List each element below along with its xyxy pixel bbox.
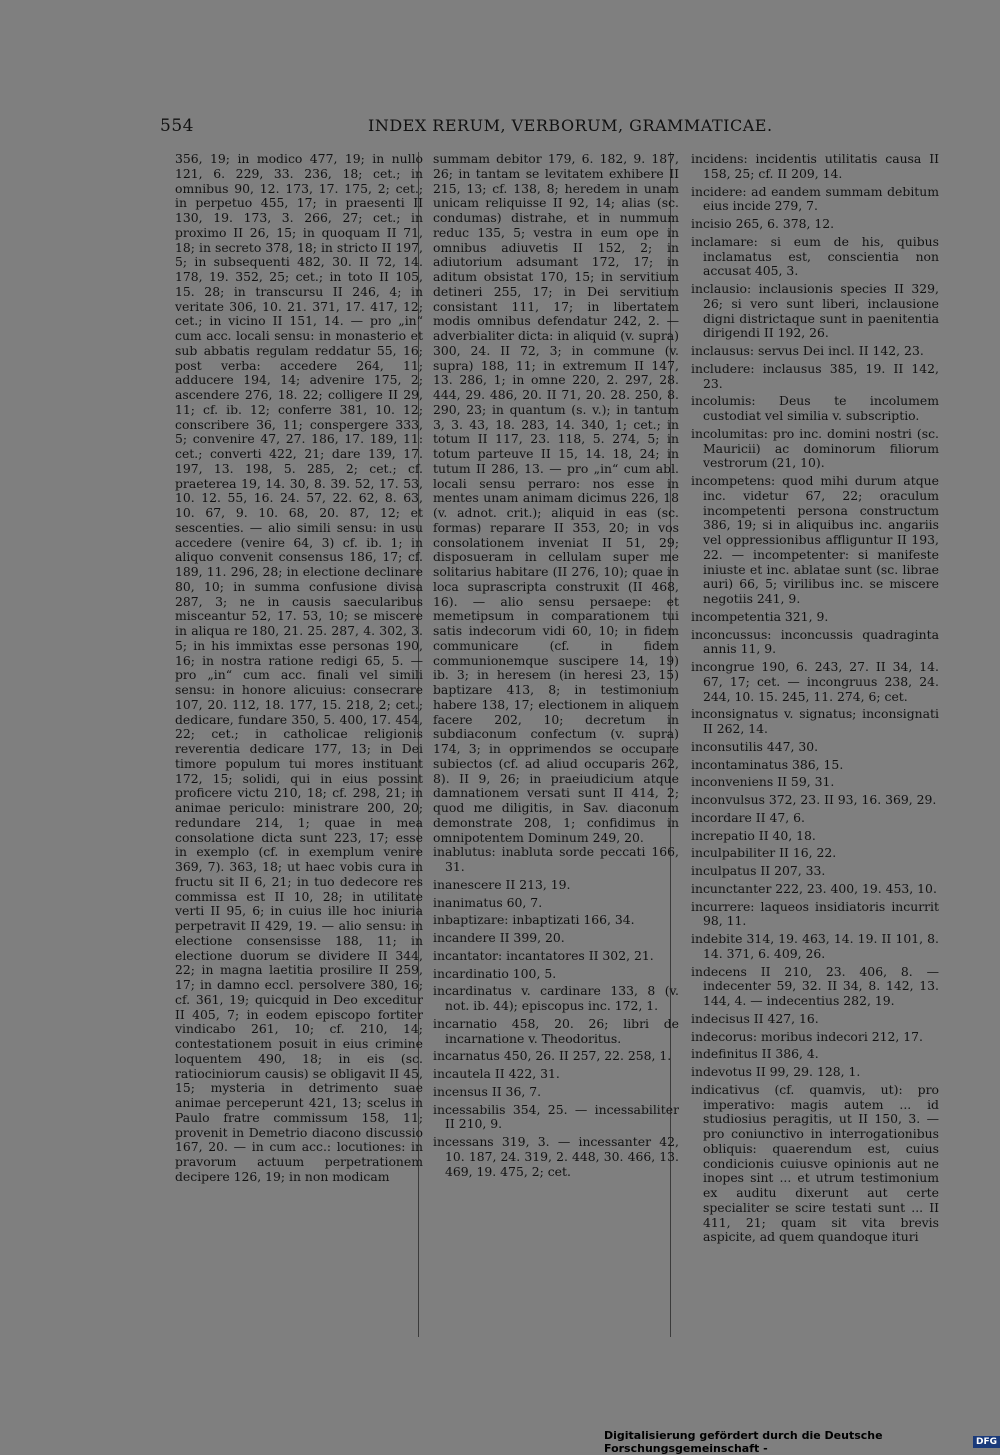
index-entry: incolumis: Deus te incolumem custodiat vel similia v. subscriptio. xyxy=(691,393,939,423)
index-entry: incautela II 422, 31. xyxy=(433,1066,560,1081)
index-entry: incongrue 190, 6. 243, 27. II 34, 14. 67, 17; cet. — incongruus 238, 24. 244, 10. 15. 245, 11. 274, 6; cet. xyxy=(691,659,939,704)
index-text: summam debitor 179, 6. 182, 9. 187, 26; in tantam se levitatem exhibere II 215, 13; cf. 138, 8; heredem in unam unicam reliquisse II 92, 14; alias (sc. condumas) distrahe, et in nummum reduc 135, 5; vestra in eum ope in omnibus adiuvetis II 152, 2; in adiutorium adsumant 172, 17; in aditum obsistat 170, 15; in servitium detineri 255, 17; in Dei servitium consistant 111, 17; in libertatem modis omnibus defendatur 242, 2. — adverbialiter dicta: in aliquid (v. supra) 300, 24. II 72, 3; in commune (v. supra) 188, 11; in extremum II 147, 13. 286, 1; in omne 220, 2. 297, 28. 444, 29. 486, 20. II 71, 20. 28. 250, 8. 290, 23; in quantum (s. v.); in tantum 3, 3. 43, 18. 283, 14. 340, 1; cet.; in totum II 117, 23. 118, 5. 274, 5; in totum parteuve II 15, 14. 18, 24; in tutum II 286, 13. — pro „in“ cum abl. locali sensu perraro: nos esse in mentes unam animam dicimus 226, 18 (v. adnot. crit.); aliquid in eas (sc. formas) reparare II 353, 20; in vos consolationem inveniat II 51, 29; disposueram in cellulam super me solitarius habitare (II 276, 10); quae in loca suprascripta construxit (II 468, 16). — alio sensu persaepe: et memetipsum in comparationem tui satis indecorum vidi 60, 10; in fidem communicare (cf. in fidem communionemque suscipere 14, 19) ib. 3; in heresem (in heresi 23, 15) baptizare 413, 8; in testimonium habere 138, 17; electionem in aliquem facere 202, 10; decretum in subdiaconum confectum (v. supra) 174, 3; in opprimendos se occupare subiectos (cf. ad aliud occuparis 262, 8). II 9, 26; in praeiudicium atque damnationem versati sunt II 414, 2; quod me diligitis, in Sav. diaconum demonstrate 208, 1; confidimus in omnipotentem Dominum 249, 20. xyxy=(433,152,679,845)
footer-text: Digitalisierung gefördert durch die Deutsche Forschungsgemeinschaft - xyxy=(604,1429,883,1455)
index-entry: inanimatus 60, 7. xyxy=(433,894,543,910)
index-entries xyxy=(691,152,939,1245)
page-number: 554 xyxy=(160,116,194,136)
index-entry: incessans 319, 3. — incessanter 42, 10. 187, 24. 319, 2. 448, 30. 466, 13. 469, 19. 475, 2; cet. xyxy=(433,1134,679,1179)
index-entry: indefinitus II 386, 4. xyxy=(691,1046,819,1062)
index-entry: indevotus II 99, 29. 128, 1. xyxy=(691,1064,861,1079)
index-entry: incarnatio 458, 20. 26; libri de incarnatione v. Theodoritus. xyxy=(433,1015,679,1046)
index-column-1 xyxy=(165,152,423,1337)
index-entry: inablutus: inabluta sorde peccati 166, 31. xyxy=(433,844,679,874)
index-entry: inculpatus II 207, 33. xyxy=(691,863,826,878)
index-entries xyxy=(433,845,679,1179)
index-entry: inconsignatus v. signatus; inconsignati II 262, 14. xyxy=(691,706,939,736)
index-entry: inconvulsus 372, 23. II 93, 16. 369, 29. xyxy=(691,792,937,807)
index-entry: incardinatus v. cardinare 133, 8 (v. not. ib. 44); episcopus inc. 172, 1. xyxy=(433,983,679,1013)
index-entry: inclamare: si eum de his, quibus inclamatus est, conscientia non accusat 405, 3. xyxy=(691,233,939,279)
index-entry: incarnatus 450, 26. II 257, 22. 258, 1. xyxy=(433,1048,672,1064)
index-entry: incompetentia 321, 9. xyxy=(691,608,829,624)
index-entry: incolumitas: pro inc. domini nostri (sc. Mauricii) ac dominorum filiorum vestrorum (21, 10). xyxy=(691,425,939,471)
index-entry: incessabilis 354, 25. — incessabiliter II 210, 9. xyxy=(433,1101,679,1132)
index-entry: incisio 265, 6. 378, 12. xyxy=(691,216,835,231)
index-entry: inclausio: inclausionis species II 329, 26; si vero sunt liberi, inclausione digni districtaque sunt in paenitentia dirigendi II 192, 26. xyxy=(691,281,939,341)
index-entry: inconsutilis 447, 30. xyxy=(691,738,819,754)
index-columns xyxy=(165,152,939,1337)
index-entry: inconveniens II 59, 31. xyxy=(691,774,835,790)
index-column-2 xyxy=(431,152,679,1337)
index-entry: incompetens: quod mihi durum atque inc. videtur 67, 22; oraculum incompetenti persona constructum 386, 19; si in aliquibus inc. angariis vel oppressionibus affliguntur II 193, 22. — incompetenter: si manifeste iniuste et inc. ablatae sunt (sc. librae auri) 66, 5; virilibus inc. se miscere negotiis 241, 9. xyxy=(691,473,939,606)
index-entry: incordare II 47, 6. xyxy=(691,809,805,825)
index-entry: inbaptizare: inbaptizati 166, 34. xyxy=(433,912,635,928)
index-entry: incantator: incantatores II 302, 21. xyxy=(433,947,654,963)
index-column-3 xyxy=(687,152,939,1337)
index-text: 356, 19; in modico 477, 19; in nullo 121, 6. 229, 33. 236, 18; cet.; in omnibus 90, 12. 173, 17. 175, 2; cet.; in perpetuo 455, 17; in praesenti II 130, 19. 173, 3. 266, 27; cet.; in proximo II 26, 15; in quoquam II 71, 18; in secreto 378, 18; in stricto II 197, 5; in subsequenti 482, 30. II 72, 14. 178, 19. 352, 25; cet.; in toto II 105, 15. 28; in transcursu II 246, 4; in veritate 306, 10. 21. 371, 17. 417, 12; cet.; in vicino II 151, 14. — pro „in“ cum acc. locali sensu: in monasterio et sub abbatis regulam reddatur 55, 16; post verba: accedere 264, 11; adducere 194, 14; advenire 175, 2; ascendere 276, 18. 22; colligere II 29, 11; cf. ib. 12; conferre 381, 10. 12; conscribere 36, 11; conspergere 333, 5; convenire 47, 27. 186, 17. 189, 11: cet.; converti 422, 21; dare 139, 17. 197, 13. 198, 5. 285, 2; cet.; cf. praeterea 19, 14. 30, 8. 39. 52, 17. 53, 10. 12. 55, 16. 24. 57, 22. 62, 8. 63, 10. 67, 9. 10. 68, 20. 87, 12; et sescenties. — alio simili sensu: in usu accedere (venire 64, 3) cf. ib. 1; in aliquo convenit consensus 186, 17; cf. 189, 11. 296, 28; in electione declinare 80, 10; in summa confusione divisa 287, 3; ne in causis saecularibus misceantur 52, 17. 53, 10; se miscere in aliqua re 180, 21. 25. 287, 4. 302, 3. 5; in his immixtas esse personas 190, 16; in nostra ratione redigi 65, 5. — pro „in“ cum acc. finali vel simili sensu: in honore alicuius: consecrare 107, 20. 112, 18. 177, 15. 218, 2; cet.; dedicare, fundare 350, 5. 400, 17. 454, 22; cet.; in catholicae religionis reverentia dedicare 177, 13; in Dei timore populum tui mores instituant 172, 15; solidi, qui in eius possint proficere victu 210, 18; cf. 298, 21; in animae periculo: ministrare 200, 20; redundare 214, 1; quae in mea consolatione dicta sunt 223, 17; esse in exemplo (cf. in exemplum venire 369, 7). 363, 18; ut haec vobis cura in fructu sit II 6, 21; in tuo dedecore res commissa est II 10, 28; in utilitate verti II 95, 6; in cuius ille hoc iniuria perpetravit II 429, 19. — alio sensu: in electione consensisse 188, 11; in electione duorum se dividere II 344, 22; in magna laetitia prosilire II 259, 17; in damno eccl. persolvere 380, 16; cf. 361, 19; quicquid in Deo exceditur II 405, 7; in eodem episcopo fortiter vindicabo 261, 10; cf. 210, 14; contestationem posuit in eius crimine loquentem 490, 18; in eis (sc. ratiociniorum causis) se obligavit II 45, 15; mysteria in detrimento suae animae perceperunt 421, 13; scelus in Paulo fratre commissum 158, 11; provenit in Demetrio diacono discussio 167, 20. — in cum acc.: locutiones: in pravorum actuum perpetrationem decipere 126, 19; in non modicam xyxy=(175,152,423,1184)
index-entry: increpatio II 40, 18. xyxy=(691,827,816,843)
digitization-footer xyxy=(604,1429,1000,1455)
index-entry: incurrere: laqueos insidiatoris incurrit 98, 11. xyxy=(691,898,939,929)
index-entry: inanescere II 213, 19. xyxy=(433,876,571,892)
index-entry: indecorus: moribus indecori 212, 17. xyxy=(691,1028,923,1044)
running-head: INDEX RERUM, VERBORUM, GRAMMATICAE. xyxy=(368,116,773,135)
index-entry: incontaminatus 386, 15. xyxy=(691,756,844,772)
index-entry: incandere II 399, 20. xyxy=(433,930,565,945)
index-entry: indebite 314, 19. 463, 14. 19. II 101, 8. 14. 371, 6. 409, 26. xyxy=(691,931,939,961)
index-entry: incidens: incidentis utilitatis causa II 158, 25; cf. II 209, 14. xyxy=(691,152,939,181)
index-entry: incidere: ad eandem summam debitum eius incide 279, 7. xyxy=(691,183,939,214)
index-entry: indicativus (cf. quamvis, ut): pro imperativo: magis autem ... id studiosius peragitis, ut II 150, 3. — pro coniunctivo in interrogationibus obliquis: quaerendum est, cuius condicionis cuiusve opinionis aut ne inopes sint ... et utrum testimonium ex auditu dixerunt aut certe specialiter se scire testati sunt ... II 411, 21; quam sit vita brevis aspicite, ad quem quandoque ituri xyxy=(691,1081,939,1245)
index-entry: incardinatio 100, 5. xyxy=(433,965,557,981)
index-entry: incunctanter 222, 23. 400, 19. 453, 10. xyxy=(691,880,937,896)
index-entry: indecisus II 427, 16. xyxy=(691,1010,819,1026)
dfg-logo: DFG xyxy=(973,1436,1000,1448)
index-entry: incensus II 36, 7. xyxy=(433,1083,542,1099)
index-entry: inclausus: servus Dei incl. II 142, 23. xyxy=(691,343,924,358)
index-entry: inconcussus: inconcussis quadraginta annis 11, 9. xyxy=(691,626,939,657)
index-entry: includere: inclausus 385, 19. II 142, 23. xyxy=(691,360,939,391)
index-entry: inculpabiliter II 16, 22. xyxy=(691,845,837,861)
index-entry: indecens II 210, 23. 406, 8. — indecenter 59, 32. II 34, 8. 142, 13. 144, 4. — indecentius 282, 19. xyxy=(691,963,939,1008)
